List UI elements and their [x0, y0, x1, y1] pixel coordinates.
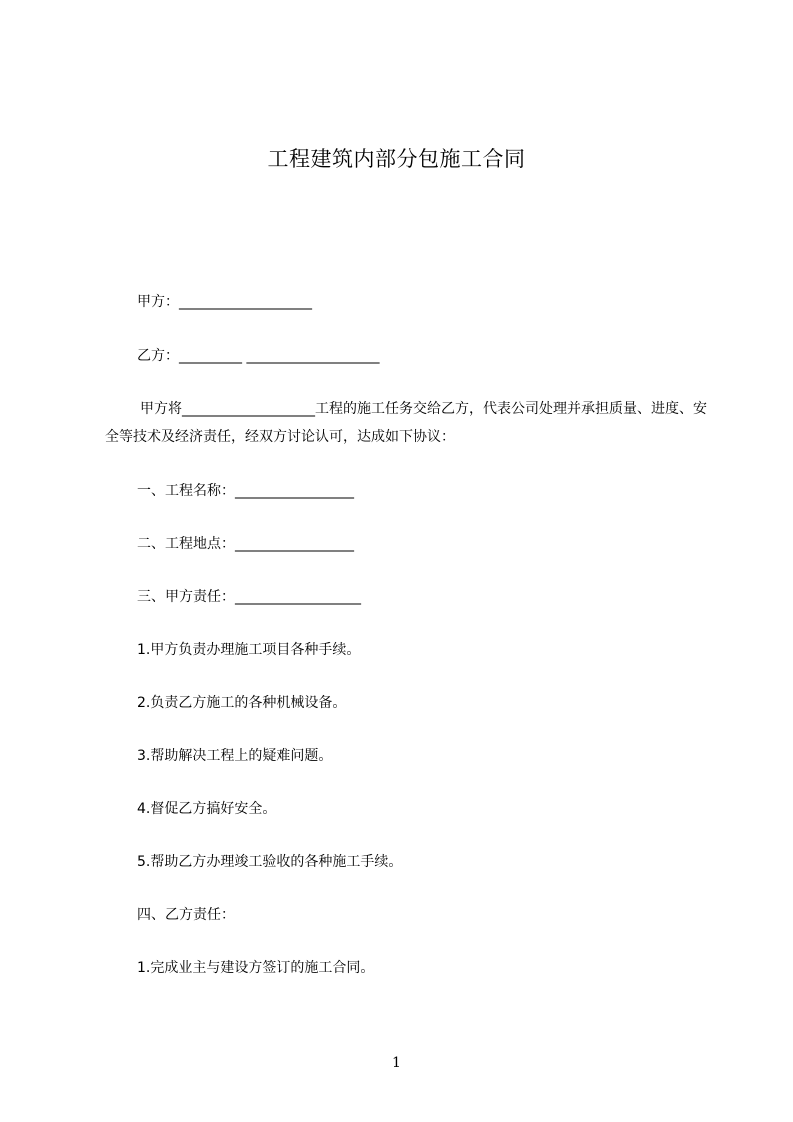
intro-paragraph: 甲方将___________________工程的施工任务交给乙方，代表公司处理并承担质量、进度、安全等技术及经济责任，经双方讨论认可，达成如下协议： — [105, 401, 707, 445]
page-number: 1 — [392, 1055, 401, 1071]
party-a-duty-2: 2.负责乙方施工的各种机械设备。 — [137, 695, 347, 711]
clause-project-name: 一、工程名称：_________________ — [137, 483, 354, 499]
party-a-duty-4: 4.督促乙方搞好安全。 — [137, 801, 277, 817]
clause-party-a-duties: 三、甲方责任：__________________ — [137, 589, 361, 605]
party-a-duty-5: 5.帮助乙方办理竣工验收的各种施工手续。 — [137, 854, 403, 870]
party-a-duty-3: 3.帮助解决工程上的疑难问题。 — [137, 748, 333, 764]
clause-project-location: 二、工程地点：_________________ — [137, 536, 354, 552]
clause-party-b-duties: 四、乙方责任： — [137, 907, 235, 923]
party-b-line: 乙方：_________ ___________________ — [137, 348, 380, 364]
party-a-duty-1: 1.甲方负责办理施工项目各种手续。 — [137, 642, 361, 658]
document-title: 工程建筑内部分包施工合同 — [267, 147, 526, 171]
party-b-duty-1: 1.完成业主与建设方签订的施工合同。 — [137, 960, 375, 976]
party-a-line: 甲方：___________________ — [137, 294, 312, 310]
